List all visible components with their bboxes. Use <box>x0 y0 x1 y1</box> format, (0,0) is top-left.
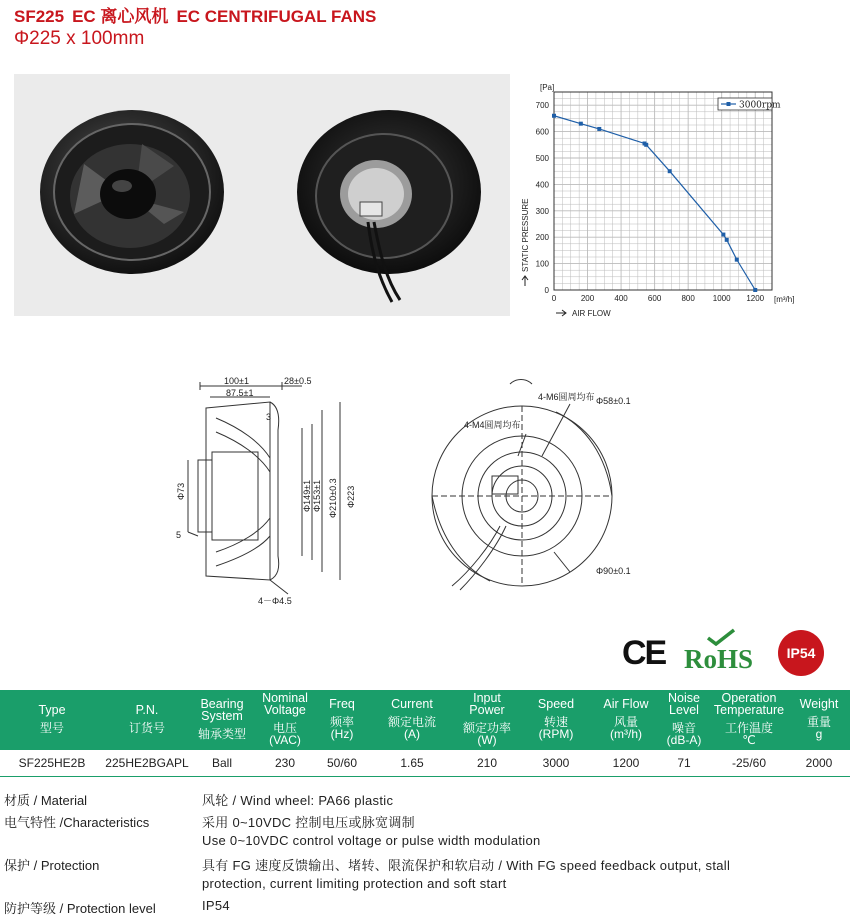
column-header <box>368 690 456 750</box>
table-cell: -25/60 <box>710 750 788 777</box>
column-header-zh: 噪音 (dB-A) <box>666 721 702 747</box>
properties-list <box>4 788 844 917</box>
column-header-en: Type <box>38 703 66 717</box>
property-value: IP54 <box>202 897 230 913</box>
ce-mark: CE <box>622 634 666 672</box>
property-value: 具有 FG 速度反馈输出、堵转、限流保护和软启动 / With FG speed feedback output, stall <box>202 857 731 873</box>
column-header-zh: 风量 (m³/h) <box>610 715 642 741</box>
y-tick-label: 700 <box>535 101 549 111</box>
column-header-zh: 频率 (Hz) <box>329 715 354 741</box>
column-header-zh: 订货号 <box>128 721 165 735</box>
x-unit-label: [m³/h] <box>774 295 795 304</box>
table-header-row <box>0 690 850 750</box>
column-header-zh: 转速 (RPM) <box>538 715 574 741</box>
column-header-zh: 额定功率 (W) <box>462 721 511 747</box>
column-header <box>518 690 594 750</box>
dim-100: 100±1 <box>224 376 249 386</box>
column-header-en: Freq <box>329 697 355 711</box>
column-header-zh: 轴承类型 <box>197 727 246 741</box>
column-header-zh: 工作温度 ℃ <box>724 721 773 747</box>
y-tick-label: 500 <box>535 154 549 163</box>
ip54-badge: IP54 <box>778 630 824 676</box>
table-cell: 225HE2BGAPL <box>104 750 190 777</box>
table-cell: Ball <box>190 750 254 777</box>
column-header-en: P.N. <box>135 703 159 717</box>
column-header-en: Input Power <box>469 691 505 717</box>
certifications <box>622 628 832 682</box>
product-photos <box>14 74 510 316</box>
column-header <box>190 690 254 750</box>
y-tick-label: 600 <box>535 127 549 137</box>
fan-size: Φ225 x 100mm <box>14 28 145 49</box>
column-header-en: Bearing System <box>200 697 244 723</box>
property-label: 防护等级 / Protection level <box>4 900 156 916</box>
performance-chart <box>518 80 828 320</box>
dim-87-5: 87.5±1 <box>226 388 254 398</box>
property-row <box>4 788 844 810</box>
table-body <box>0 750 850 777</box>
model-name: SF225 <box>14 7 65 26</box>
dim-phi223: Φ223 <box>346 485 356 508</box>
data-point <box>579 122 583 126</box>
title-zh: EC 离心风机 <box>72 7 169 26</box>
data-point <box>735 258 739 262</box>
y-tick-label: 100 <box>535 259 549 269</box>
column-header-en: Operation Temperature <box>713 691 785 717</box>
table-cell: SF225HE2B <box>0 750 104 777</box>
column-header-en: Weight <box>799 697 839 711</box>
note-phi90: Φ90±0.1 <box>596 566 631 576</box>
dim-phi149: Φ149±1 <box>302 479 312 512</box>
y-tick-label: 0 <box>544 286 549 295</box>
dim-28: 28±0.5 <box>284 376 312 386</box>
spec-table <box>0 690 850 777</box>
data-point <box>668 169 672 173</box>
property-label: 保护 / Protection <box>4 857 100 873</box>
property-value: 采用 0~10VDC 控制电压或脉宽调制 <box>202 814 415 830</box>
column-header <box>0 690 104 750</box>
dim-5: 5 <box>176 530 182 540</box>
x-tick-label: 400 <box>614 294 628 303</box>
property-row <box>4 853 844 875</box>
note-4-m4: 4-M4圆周均布 <box>464 420 521 430</box>
legend-label: 3000rpm <box>739 100 781 111</box>
property-row <box>4 810 844 832</box>
x-tick-label: 0 <box>551 294 557 303</box>
dim-phi210: Φ210±0.3 <box>328 478 338 518</box>
drawing-front-view <box>430 376 650 598</box>
column-header <box>658 690 710 750</box>
fan-photos-illustration <box>14 74 510 316</box>
property-label: 材质 / Material <box>4 793 88 808</box>
dim-phi73: Φ73 <box>176 482 186 500</box>
dim-phi153: Φ153±1 <box>312 479 322 512</box>
column-header <box>254 690 316 750</box>
note-phi58: Φ58±0.1 <box>596 396 631 406</box>
x-tick-label: 600 <box>647 294 662 303</box>
data-point <box>552 114 556 118</box>
page-title <box>14 2 376 27</box>
y-tick-label: 200 <box>535 233 549 243</box>
table-cell: 230 <box>254 750 316 777</box>
data-point <box>725 238 729 242</box>
column-header-en: Nominal Voltage <box>262 691 308 717</box>
property-value: protection, current limiting protection and soft start <box>202 876 507 891</box>
column-header <box>788 690 850 750</box>
dim-3: 3 <box>266 412 272 422</box>
rohs-mark: RoHS <box>684 644 754 674</box>
table-row <box>0 750 850 777</box>
y-axis-arrow-icon <box>522 276 528 286</box>
table-cell: 50/60 <box>316 750 368 777</box>
y-tick-label: 300 <box>535 206 549 216</box>
table-cell: 71 <box>658 750 710 777</box>
column-header-zh: 型号 <box>39 721 64 735</box>
column-header <box>316 690 368 750</box>
legend-marker <box>727 102 731 106</box>
table-cell: 210 <box>456 750 518 777</box>
property-row <box>4 874 844 896</box>
table-cell: 1200 <box>594 750 658 777</box>
x-tick-label: 1000 <box>712 294 731 303</box>
chart-svg <box>518 80 828 320</box>
property-value: Use 0~10VDC control voltage or pulse width modulation <box>202 833 541 848</box>
x-axis-arrow-icon <box>556 310 566 316</box>
column-header-zh: 电压 (VAC) <box>269 721 301 747</box>
data-point <box>721 233 725 237</box>
column-header-zh: 重量 g <box>806 715 831 741</box>
property-label: 电气特性 /Characteristics <box>4 814 150 830</box>
drawing-side-view <box>170 372 370 612</box>
x-tick-label: 800 <box>681 294 695 303</box>
column-header <box>594 690 658 750</box>
table-cell: 1.65 <box>368 750 456 777</box>
x-tick-label: 1200 <box>746 294 765 303</box>
column-header-en: Air Flow <box>603 697 649 711</box>
dim-4-phi4-5: 4－Φ4.5 <box>258 596 292 606</box>
column-header <box>710 690 788 750</box>
table-cell: 2000 <box>788 750 850 777</box>
property-row <box>4 896 844 918</box>
column-header-zh: 额定电流 (A) <box>387 715 436 741</box>
column-header-en: Noise Level <box>668 691 700 717</box>
x-tick-label: 200 <box>580 294 595 303</box>
data-point <box>644 143 648 147</box>
data-point <box>753 288 757 292</box>
property-value: 风轮 / Wind wheel: PA66 plastic <box>202 793 394 808</box>
y-unit-label: [Pa] <box>540 83 555 92</box>
table-cell: 3000 <box>518 750 594 777</box>
column-header-en: Speed <box>537 697 575 711</box>
x-axis-label: AIR FLOW <box>572 309 611 318</box>
column-header <box>104 690 190 750</box>
title-en: EC CENTRIFUGAL FANS <box>176 7 377 26</box>
fan-photo-back <box>297 110 481 302</box>
y-axis-label: STATIC PRESSURE <box>521 198 530 272</box>
column-header <box>456 690 518 750</box>
fan-photo-front <box>40 110 224 274</box>
column-header-en: Current <box>391 697 433 711</box>
property-row <box>4 831 844 853</box>
y-tick-label: 400 <box>535 180 549 190</box>
data-point <box>597 127 601 131</box>
note-4-m6: 4-M6圆周均布 <box>538 392 595 402</box>
